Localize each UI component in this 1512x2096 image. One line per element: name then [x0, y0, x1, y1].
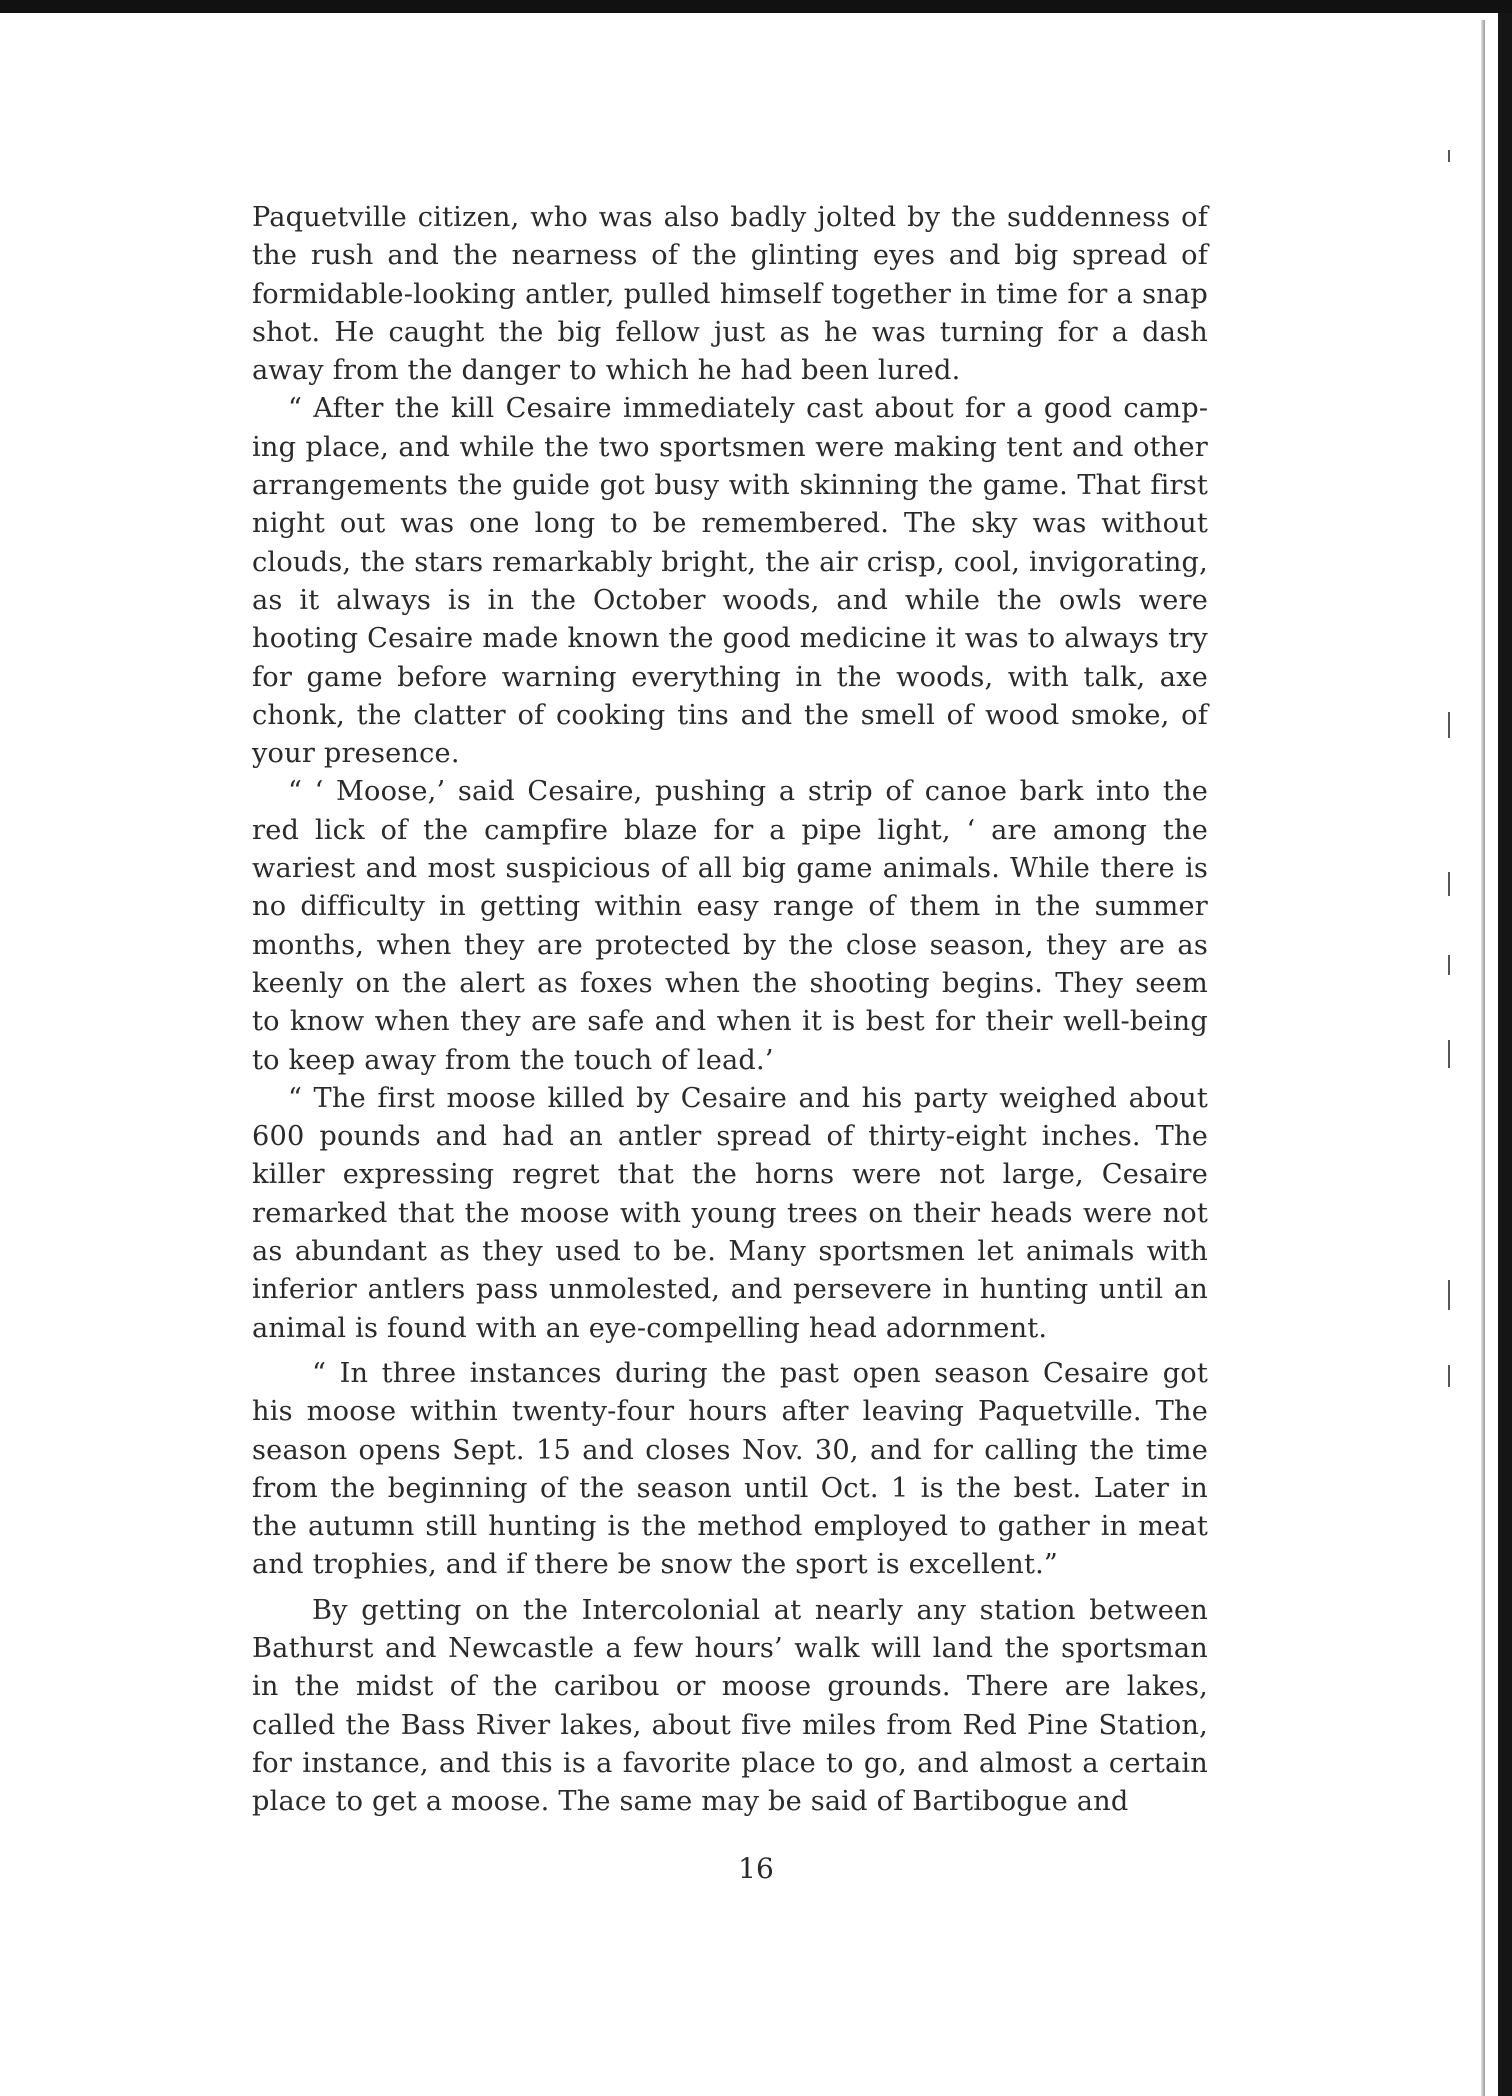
paragraph: Paquetville citizen, who was also badly jolted by the suddenness of the rush and the nearness of the glinting eyes and big spread of formidable-looking antler, pulled himself together in time for a snap shot. He caught the big fellow just as he was turning for a dash away from the danger to which he had been lured.: [252, 202, 1208, 387]
paragraph: “ In three instances during the past open season Cesaire got his moose within twenty-four hours after leaving Paquetville. The season opens Sept. 15 and closes Nov. 30, and for calling the time from the beginning of the season until Oct. 1 is the best. Later in the autumn still hunting is the method employed to gather in meat and trophies, and if there be snow the sport is excellent.”: [252, 1357, 1208, 1581]
scan-mark: [1448, 1280, 1450, 1310]
page-number: 16: [738, 1852, 774, 1885]
paragraph: “ After the kill Cesaire immediately cast about for a good camping place, and while the two sportsmen were making tent and other arrangements the guide got busy with skinning the game. That first night out was one long to be remembered. The sky was without clouds, the stars remarkably bright, the air crisp, cool, invigorating, as it always is in the October woods, and while the owls were hooting Cesaire made known the good medicine it was to always try for game before warning everything in the woods, with talk, axe chonk, the clatter of cooking tins and the smell of wood smoke, of your presence.: [252, 393, 1208, 770]
scan-top-border: [0, 0, 1512, 13]
paragraph: “ ‘ Moose,’ said Cesaire, pushing a strip of canoe bark into the red lick of the campfire blaze for a pipe light, ‘ are among the wariest and most suspicious of all big game animals. While there is no difficulty in getting within easy range of them in the summer months, when they are protected by the close season, they are as keenly on the alert as foxes when the shooting begins. They seem to know when they are safe and when it is best for their well-being to keep away from the touch of lead.’: [252, 776, 1208, 1076]
scan-mark: [1448, 955, 1450, 975]
scan-mark: [1448, 1365, 1450, 1387]
scan-mark: [1448, 712, 1450, 738]
scan-mark: [1448, 872, 1450, 896]
scan-right-edge: [1498, 13, 1512, 2096]
page-binding-shadow: [1481, 20, 1485, 2096]
scan-mark: [1448, 150, 1450, 162]
paragraph: By getting on the Intercolonial at nearly any station between Bathurst and Newcastle a few hours’ walk will land the sportsman in the midst of the caribou or moose grounds. There are lakes, called the Bass River lakes, about five miles from Red Pine Station, for instance, and this is a favorite place to go, and almost a certain place to get a moose. The same may be said of Bartibogue and: [252, 1594, 1208, 1818]
paragraph: “ The first moose killed by Cesaire and his party weighed about 600 pounds and had an antler spread of thirty-eight inches. The killer expressing regret that the horns were not large, Cesaire remarked that the moose with young trees on their heads were not as abundant as they used to be. Many sportsmen let animals with inferior antlers pass unmolested, and persevere in hunting until an animal is found with an eye-compelling head adornment.: [252, 1082, 1208, 1344]
scan-mark: [1448, 1040, 1450, 1068]
body-text: [252, 199, 1208, 1821]
